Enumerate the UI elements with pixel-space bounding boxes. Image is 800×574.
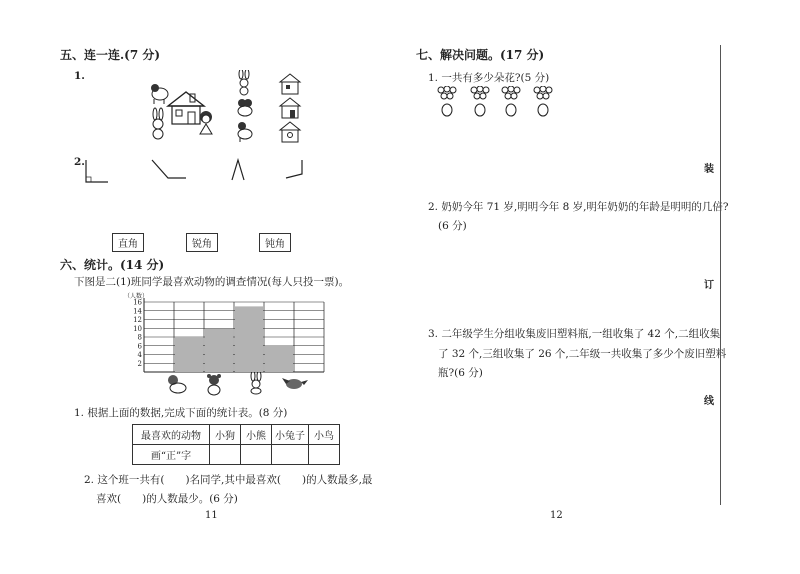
binding-char: 订 [704, 280, 714, 291]
y-tick-label: 16 [133, 298, 142, 307]
y-tick-label: 8 [137, 333, 142, 342]
house-icon [280, 74, 300, 94]
section7-title: 七、解决问题。(17 分) [416, 48, 545, 62]
s6-q2-line2: 喜欢( )的人数最少。(6 分) [96, 493, 238, 505]
bunny-icon [153, 108, 163, 139]
table-header-cell: 小鸟 [309, 425, 340, 445]
s6-intro: 下图是二(1)班同学最喜欢动物的调查情况(每人只投一票)。 [74, 276, 350, 288]
bear-icon [207, 374, 221, 395]
s7-q1: 1. 一共有多少朵花?(5 分) [428, 72, 550, 84]
y-tick-label: 10 [133, 324, 142, 333]
section6-title: 六、统计。(14 分) [60, 258, 165, 272]
angle-figures [80, 158, 320, 188]
animal-pictures [160, 372, 320, 396]
bunny-icon [251, 372, 261, 394]
s5-q1-number: 1. [74, 70, 85, 82]
puppy-icon [168, 375, 186, 393]
label-obtuse-angle: 钝角 [259, 233, 291, 252]
s7-q2-line1: 2. 奶奶今年 71 岁,明明今年 8 岁,明年奶奶的年龄是明明的几倍? [428, 201, 729, 213]
y-tick-label: 2 [137, 359, 142, 368]
s7-q3-line1: 3. 二年级学生分组收集废旧塑料瓶,一组收集了 42 个,二组收集 [428, 328, 721, 340]
page-number-right: 12 [550, 510, 563, 521]
y-tick-label: 12 [133, 316, 142, 324]
s5-q2-number: 2. [74, 156, 85, 168]
answer-cell[interactable] [272, 445, 309, 465]
flower-vases [436, 86, 556, 118]
answer-cell[interactable] [241, 445, 272, 465]
table-header-cell: 小熊 [241, 425, 272, 445]
matching-pictures [140, 70, 315, 145]
y-tick-label: 6 [137, 342, 142, 351]
bar [175, 337, 203, 372]
label-acute-angle: 锐角 [186, 233, 218, 252]
acute-angle-shape [232, 160, 244, 180]
flower-vase-icon [534, 86, 552, 116]
s7-q2-line2: (6 分) [438, 220, 467, 232]
right-angle-shape [286, 160, 302, 178]
y-tick-label: 14 [133, 307, 142, 316]
table-header-row [133, 425, 340, 445]
house-icon [168, 92, 204, 124]
label-right-angle: 直角 [112, 233, 144, 252]
y-tick-label: 4 [137, 351, 142, 359]
s7-q3-line2: 了 32 个,三组收集了 26 个,二年级一共收集了多少个废旧塑料 [438, 348, 727, 360]
bar [265, 346, 293, 372]
table-row [133, 445, 340, 465]
binding-char: 线 [704, 396, 714, 407]
table-header-cell: 小狗 [210, 425, 241, 445]
bird-icon [282, 378, 308, 389]
statistics-table [132, 424, 340, 465]
binding-line [720, 45, 721, 505]
puppy-icon [238, 99, 252, 116]
answer-cell[interactable] [309, 445, 340, 465]
bar [205, 328, 233, 372]
puppy-icon [238, 122, 252, 142]
y-axis-label: （人数） [124, 293, 149, 300]
bunny-icon [239, 70, 249, 95]
obtuse-angle-shape [152, 160, 186, 178]
right-angle-shape [86, 160, 108, 182]
bar [235, 306, 263, 372]
house-icon [280, 122, 300, 142]
s6-q2-line1: 2. 这个班一共有( )名同学,其中最喜欢( )的人数最多,最 [84, 474, 373, 486]
s6-q1: 1. 根据上面的数据,完成下面的统计表。(8 分) [74, 407, 288, 419]
answer-cell[interactable] [210, 445, 241, 465]
flower-vase-icon [471, 86, 489, 116]
puppy-icon [151, 84, 168, 104]
girl-icon [200, 111, 212, 134]
table-header-cell: 最喜欢的动物 [133, 425, 210, 445]
section5-title: 五、连一连.(7 分) [60, 48, 161, 62]
house-icon [280, 98, 300, 118]
flower-vase-icon [502, 86, 520, 116]
flower-vase-icon [438, 86, 456, 116]
binding-char: 装 [704, 164, 714, 175]
s7-q3-line3: 瓶?(6 分) [438, 367, 483, 379]
page-number-left: 11 [205, 510, 218, 521]
table-row-label: 画“正”字 [133, 445, 210, 465]
table-header-cell: 小兔子 [272, 425, 309, 445]
